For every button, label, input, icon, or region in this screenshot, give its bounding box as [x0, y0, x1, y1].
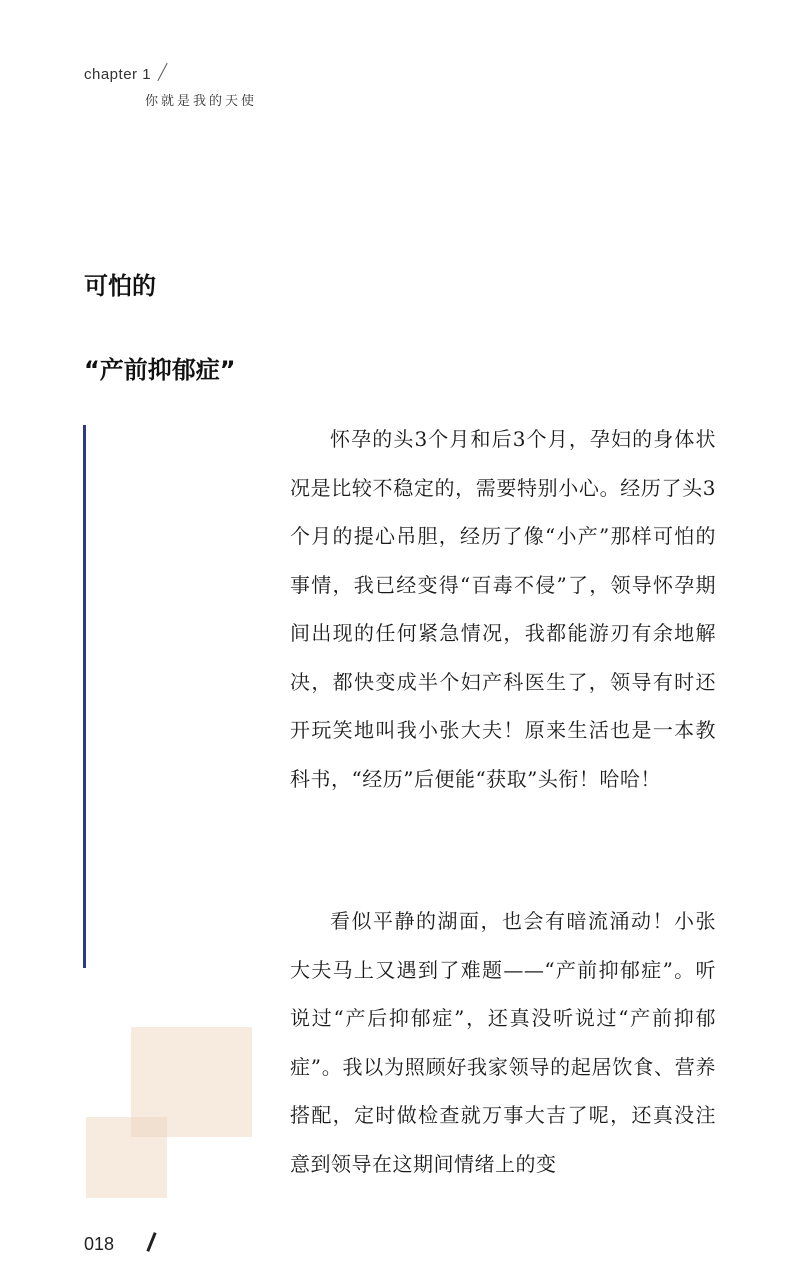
footer-slash-divider	[146, 1232, 156, 1252]
chapter-label: chapter 1	[84, 66, 152, 83]
section-title-line-2: “产前抑郁症”	[84, 356, 236, 384]
decorative-square-overlap	[131, 1117, 167, 1137]
page-number: 018	[84, 1234, 115, 1254]
body-paragraph-1: 怀孕的头3个月和后3个月，孕妇的身体状况是比较不稳定的，需要特别小心。经历了头3个月的提心吊胆，经历了像“小产”那样可怕的事情，我已经变得“百毒不侵”了，领导怀孕期间出现的任何紧急情况，我都能游刃有余地解决，都快变成半个妇产科医生了，领导有时还开玩笑地叫我小张大夫！原来生活也是一本教科书，“经历”后便能“获取”头衔！哈哈！	[290, 427, 716, 791]
body-paragraph-2: 看似平静的湖面，也会有暗流涌动！小张大夫马上又遇到了难题——“产前抑郁症”。听说过“产后抑郁症”，还真没听说过“产前抑郁症”。我以为照顾好我家领导的起居饮食、营养搭配，定时做检查就万事大吉了呢，还真没注意到领导在这期间情绪上的变	[290, 909, 716, 1176]
accent-vertical-bar	[83, 425, 86, 968]
section-title-line-1: 可怕的	[84, 272, 156, 300]
header-slash-divider	[157, 63, 167, 81]
chapter-subtitle: 你就是我的天使	[145, 94, 258, 109]
